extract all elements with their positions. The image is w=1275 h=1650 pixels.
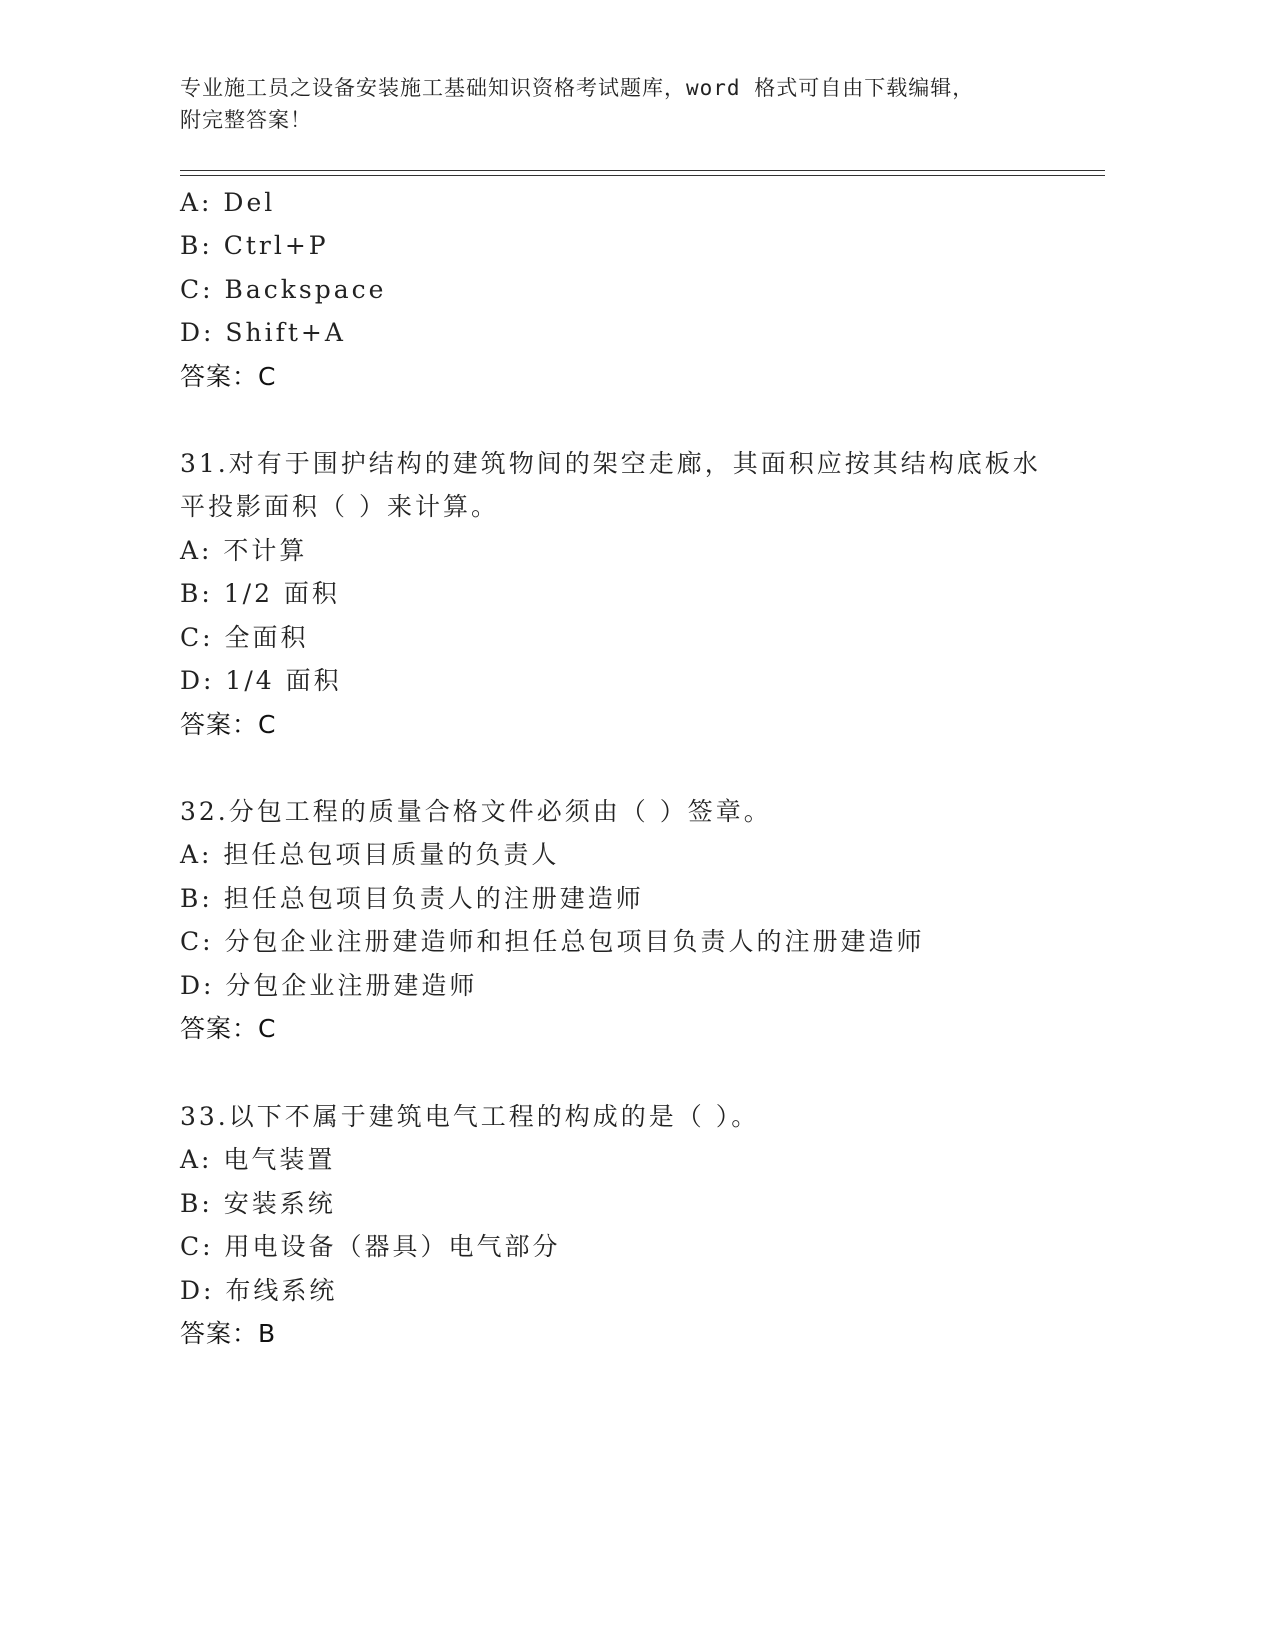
- q33-option-b: B: 安装系统: [180, 1189, 336, 1218]
- document-header: [180, 72, 1060, 136]
- q32-option-b: B: 担任总包项目负责人的注册建造师: [180, 884, 644, 913]
- q30-answer: 答案：C: [180, 362, 277, 391]
- q31-option-d: D: 1/4 面积: [180, 666, 342, 695]
- q32-option-c: C: 分包企业注册建造师和担任总包项目负责人的注册建造师: [180, 927, 925, 956]
- q33-option-c: C: 用电设备（器具）电气部分: [180, 1232, 561, 1261]
- q30-option-d: D: Shift+A: [180, 318, 346, 347]
- q33-answer: 答案：B: [180, 1319, 277, 1348]
- q32-option-d: D: 分包企业注册建造师: [180, 971, 478, 1000]
- q30-option-b: B: Ctrl+P: [180, 231, 329, 260]
- q31-option-c: C: 全面积: [180, 623, 309, 652]
- header-divider-top: [180, 170, 1105, 171]
- q33-option-a: A: 电气装置: [180, 1145, 336, 1174]
- q30-option-a: A: Del: [180, 188, 276, 217]
- q33-option-d: D: 布线系统: [180, 1276, 338, 1305]
- q31-question-line-2: 平投影面积（ ）来计算。: [180, 492, 499, 521]
- q31-answer: 答案：C: [180, 710, 277, 739]
- header-line-2: 附完整答案！: [180, 108, 312, 132]
- q31-option-b: B: 1/2 面积: [180, 579, 340, 608]
- q33-question-line-1: 33.以下不属于建筑电气工程的构成的是（ ）。: [180, 1102, 760, 1131]
- q32-option-a: A: 担任总包项目质量的负责人: [180, 840, 560, 869]
- q32-answer: 答案：C: [180, 1014, 277, 1043]
- q30-option-c: C: Backspace: [180, 275, 387, 304]
- header-line-1: 专业施工员之设备安装施工基础知识资格考试题库，word 格式可自由下载编辑，: [180, 76, 975, 100]
- q31-question-line-1: 31.对有于围护结构的建筑物间的架空走廊，其面积应按其结构底板水: [180, 449, 1041, 478]
- q32-question-line-1: 32.分包工程的质量合格文件必须由（ ）签章。: [180, 797, 772, 826]
- header-divider-bottom: [180, 175, 1105, 176]
- q31-option-a: A: 不计算: [180, 536, 308, 565]
